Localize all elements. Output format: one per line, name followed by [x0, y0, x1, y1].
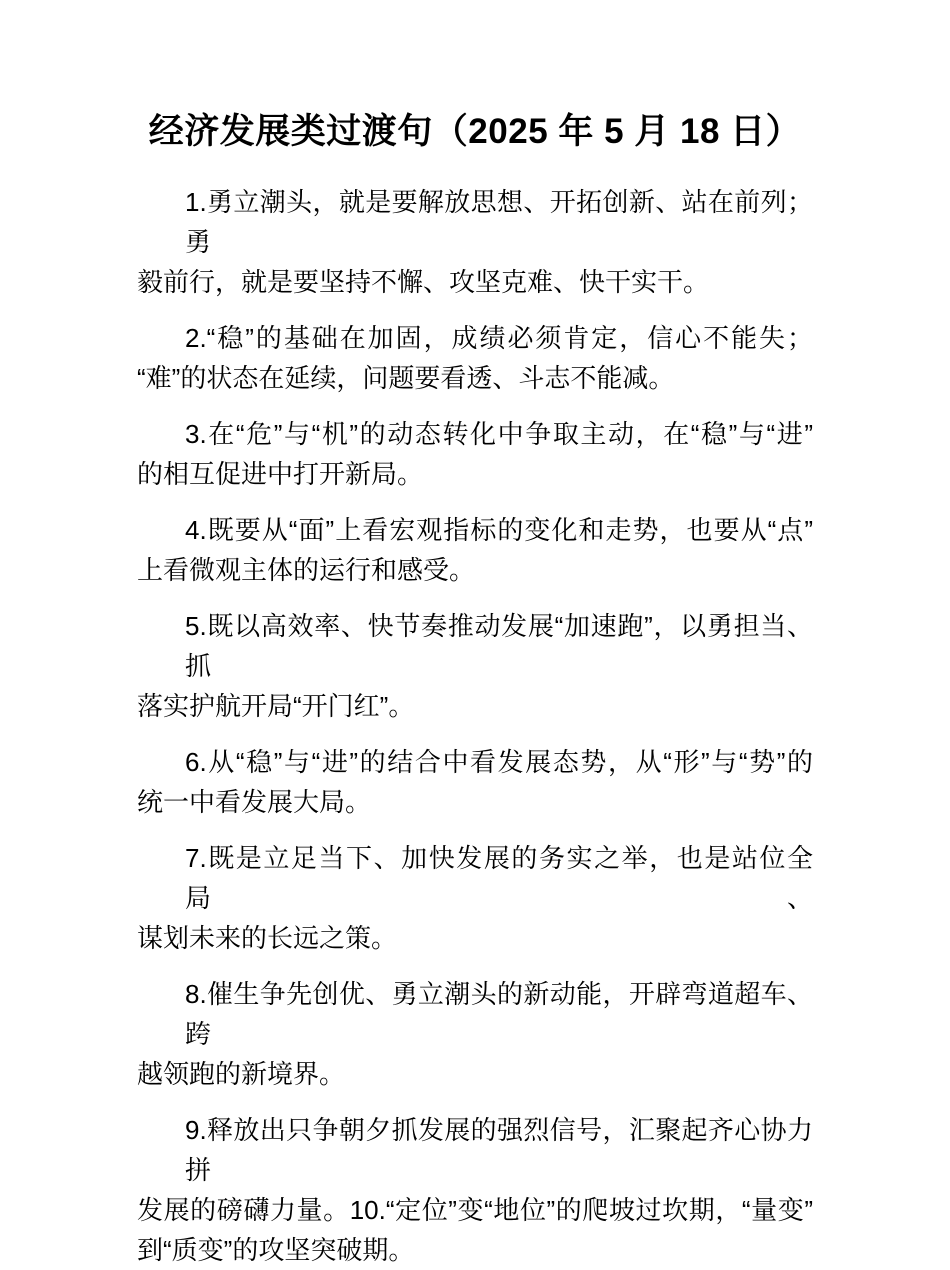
paragraph-line: 上看微观主体的运行和感受。 [137, 555, 476, 585]
paragraph-2 [137, 318, 813, 398]
paragraph-line: 2.“稳”的基础在加固，成绩必须肯定，信心不能失； [185, 323, 813, 353]
paragraph-3 [137, 414, 813, 494]
paragraph-1 [137, 182, 813, 302]
paragraph-line: 发展的磅礴力量。10.“定位”变“地位”的爬坡过坎期，“量变” [137, 1195, 813, 1225]
paragraph-line: 的相互促进中打开新局。 [137, 459, 424, 489]
paragraph-line: 越领跑的新境界。 [137, 1059, 346, 1089]
paragraph-9-10 [137, 1110, 813, 1270]
paragraph-6 [137, 742, 813, 822]
paragraph-line: 落实护航开局“开门红”。 [137, 691, 415, 721]
paragraph-8 [137, 974, 813, 1094]
paragraph-line: 5.既以高效率、快节奏推动发展“加速跑”，以勇担当、抓 [185, 611, 813, 681]
paragraph-line: 9.释放出只争朝夕抓发展的强烈信号，汇聚起齐心协力拼 [185, 1115, 813, 1185]
paragraph-line: 到“质变”的攻坚突破期。 [137, 1235, 415, 1265]
paragraph-line: 谋划未来的长远之策。 [137, 923, 398, 953]
paragraph-line: 统一中看发展大局。 [137, 787, 372, 817]
paragraph-line: 4.既要从“面”上看宏观指标的变化和走势，也要从“点” [185, 515, 813, 545]
paragraph-line: 1.勇立潮头，就是要解放思想、开拓创新、站在前列；勇 [185, 187, 813, 257]
paragraph-line: 8.催生争先创优、勇立潮头的新动能，开辟弯道超车、跨 [185, 979, 813, 1049]
paragraph-line: 毅前行，就是要坚持不懈、攻坚克难、快干实干。 [137, 267, 710, 297]
paragraph-4 [137, 510, 813, 590]
paragraph-7 [137, 838, 813, 958]
paragraph-line: 7.既是立足当下、加快发展的务实之举，也是站位全局、 [185, 843, 813, 913]
paragraph-line: 3.在“危”与“机”的动态转化中争取主动，在“稳”与“进” [185, 419, 813, 449]
paragraph-line: 6.从“稳”与“进”的结合中看发展态势，从“形”与“势”的 [185, 747, 813, 777]
document-title: 经济发展类过渡句（2025 年 5 月 18 日） [148, 112, 802, 151]
paragraph-line: “难”的状态在延续，问题要看透、斗志不能减。 [137, 363, 675, 393]
document-body [137, 182, 813, 1270]
paragraph-5 [137, 606, 813, 726]
